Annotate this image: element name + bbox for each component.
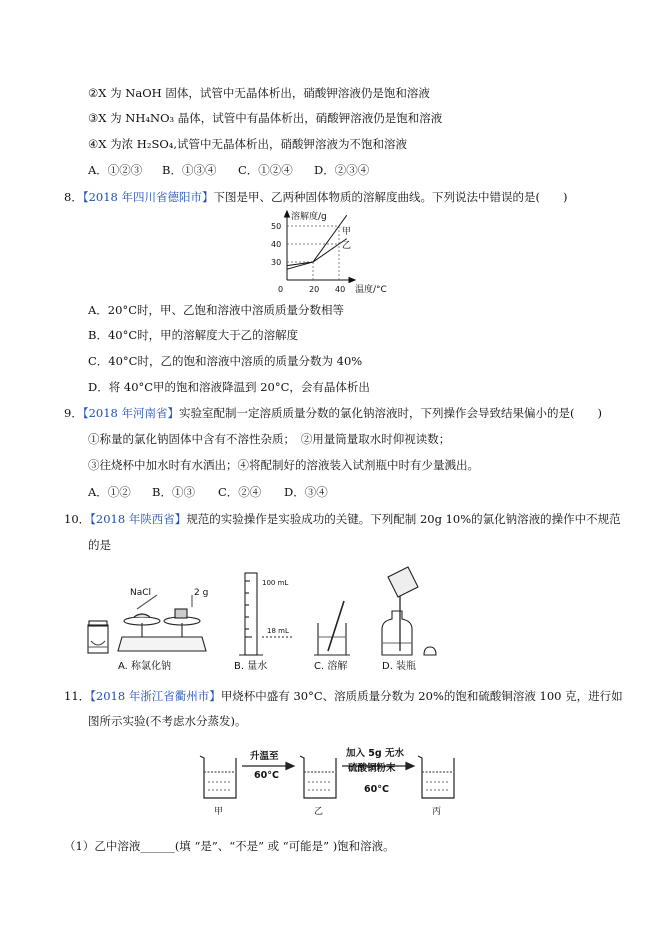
mass-label: 2 g [194, 588, 209, 598]
beaker-jia [200, 756, 236, 798]
cylinder-100ml-label: 100 mL [262, 579, 289, 587]
beaker-yi [300, 756, 336, 798]
beaker-with-rod [314, 601, 350, 655]
q7-option-a: A．①②③ [88, 163, 143, 177]
series-label-yi: 乙 [342, 241, 352, 251]
q8-stem [64, 189, 567, 205]
step-b-label: B. 量水 [234, 661, 268, 672]
arrow-1 [242, 763, 294, 770]
q9-option-d: D．③④ [284, 485, 328, 499]
y-tick-label: 30 [271, 258, 282, 267]
balance-icon [118, 595, 206, 651]
y-tick-label: 50 [271, 222, 282, 231]
q8-text: 下图是甲、乙两种固体物质的溶解度曲线。下列说法中错误的是( ) [213, 190, 568, 204]
q8-option-b: B．40°C时，甲的溶解度大于乙的溶解度 [88, 328, 299, 342]
q9-line-2: ③往烧杯中加水时有水洒出；④将配制好的溶液装入试剂瓶中时有少量溅出。 [88, 458, 479, 472]
solubility-chart [262, 208, 402, 296]
q7-statement-3: ③X 为 NH₄NO₃ 晶体，试管中有晶体析出，硝酸钾溶液仍是饱和溶液 [88, 111, 443, 125]
chart-xlabel: 温度/°C [355, 285, 387, 295]
q10-lab-figure [82, 565, 442, 673]
q11-source: 【2018 年浙江省衢州市】 [90, 689, 221, 703]
step-a-label: A. 称氯化钠 [118, 661, 172, 672]
x-axis-arrow [349, 278, 355, 283]
q11-text: 甲烧杯中盛有 30°C、溶质质量分数为 20%的饱和硫酸铜溶液 100 克，进行如 [220, 689, 623, 703]
q7-option-b: B．①③④ [162, 163, 217, 177]
q11-stem [64, 688, 623, 704]
q10-stem [64, 511, 621, 527]
q11-stem-cont: 图所示实验(不考虑水分蒸发)。 [88, 714, 247, 728]
q8-option-a: A．20°C时，甲、乙饱和溶液中溶质质量分数相等 [88, 303, 344, 317]
q9-line-1: ①称量的氯化钠固体中含有不溶性杂质； ②用量筒量取水时仰视读数； [88, 432, 451, 446]
q8-number: 8． [64, 190, 83, 204]
step-c-label: C. 溶解 [314, 661, 348, 672]
chart-guides [287, 226, 339, 280]
q10-number: 10． [64, 512, 91, 526]
beaker-jia-label: 甲 [214, 807, 224, 817]
q9-stem [64, 405, 602, 421]
q9-option-a: A．①② [88, 485, 131, 499]
chart-ylabel: 溶解度/g [291, 212, 327, 222]
nacl-label: NaCl [130, 588, 152, 598]
series-line-jia [287, 215, 347, 269]
step-d-label: D. 装瓶 [382, 661, 417, 672]
q10-stem-cont: 的是 [88, 538, 111, 552]
q9-text: 实验室配制一定溶质质量分数的氯化钠溶液时，下列操作会导致结果偏小的是( ) [179, 406, 602, 420]
y-tick-label: 40 [271, 240, 282, 249]
step1-label-b: 60°C [254, 770, 279, 781]
step2-label-b: 硫酸铜粉末 [348, 763, 396, 774]
q10-source: 【2018 年陕西省】 [90, 512, 187, 526]
q11-experiment-figure [196, 742, 464, 820]
reagent-bottle [382, 567, 436, 655]
nacl-jar [88, 621, 108, 653]
beaker-bing [418, 756, 454, 798]
q9-option-b: B．①③ [152, 485, 195, 499]
x-tick-label: 20 [309, 285, 320, 294]
q7-statement-4: ④X 为浓 H₂SO₄,试管中无晶体析出，硝酸钾溶液为不饱和溶液 [88, 137, 408, 151]
q11-sub-question-1: （1）乙中溶液______(填 “是”、“不是” 或 “可能是” )饱和溶液。 [64, 839, 395, 853]
cylinder-18ml-label: 18 mL [267, 627, 289, 635]
q8-option-c: C．40°C时，乙的饱和溶液中溶质的质量分数为 40% [88, 354, 363, 368]
q7-statement-2: ②X 为 NaOH 固体，试管中无晶体析出，硝酸钾溶液仍是饱和溶液 [88, 86, 430, 100]
chart-lines [287, 215, 347, 269]
q9-number: 9． [64, 406, 83, 420]
beaker-yi-label: 乙 [314, 807, 324, 817]
q11-number: 11． [64, 689, 91, 703]
series-label-jia: 甲 [342, 227, 352, 237]
x-tick-label: 0 [278, 285, 284, 294]
q9-source: 【2018 年河南省】 [82, 406, 179, 420]
x-tick-label: 40 [335, 285, 346, 294]
q7-option-c: C．①②④ [238, 163, 293, 177]
step2-label-a: 加入 5g 无水 [346, 748, 405, 759]
q10-text: 规范的实验操作是实验成功的关键。下列配制 20g 10%的氯化钠溶液的操作中不规范 [186, 512, 621, 526]
series-line-yi [287, 239, 347, 266]
y-axis-arrow [285, 211, 290, 217]
beaker-bing-label: 丙 [432, 807, 442, 817]
step2-label-c: 60°C [364, 784, 389, 795]
q8-option-d: D．将 40°C甲的饱和溶液降温到 20°C，会有晶体析出 [88, 380, 370, 394]
step1-label-a: 升温至 [250, 751, 279, 762]
q8-source: 【2018 年四川省德阳市】 [82, 190, 214, 204]
q7-option-d: D．②③④ [314, 163, 370, 177]
q9-option-c: C．②④ [218, 485, 262, 499]
